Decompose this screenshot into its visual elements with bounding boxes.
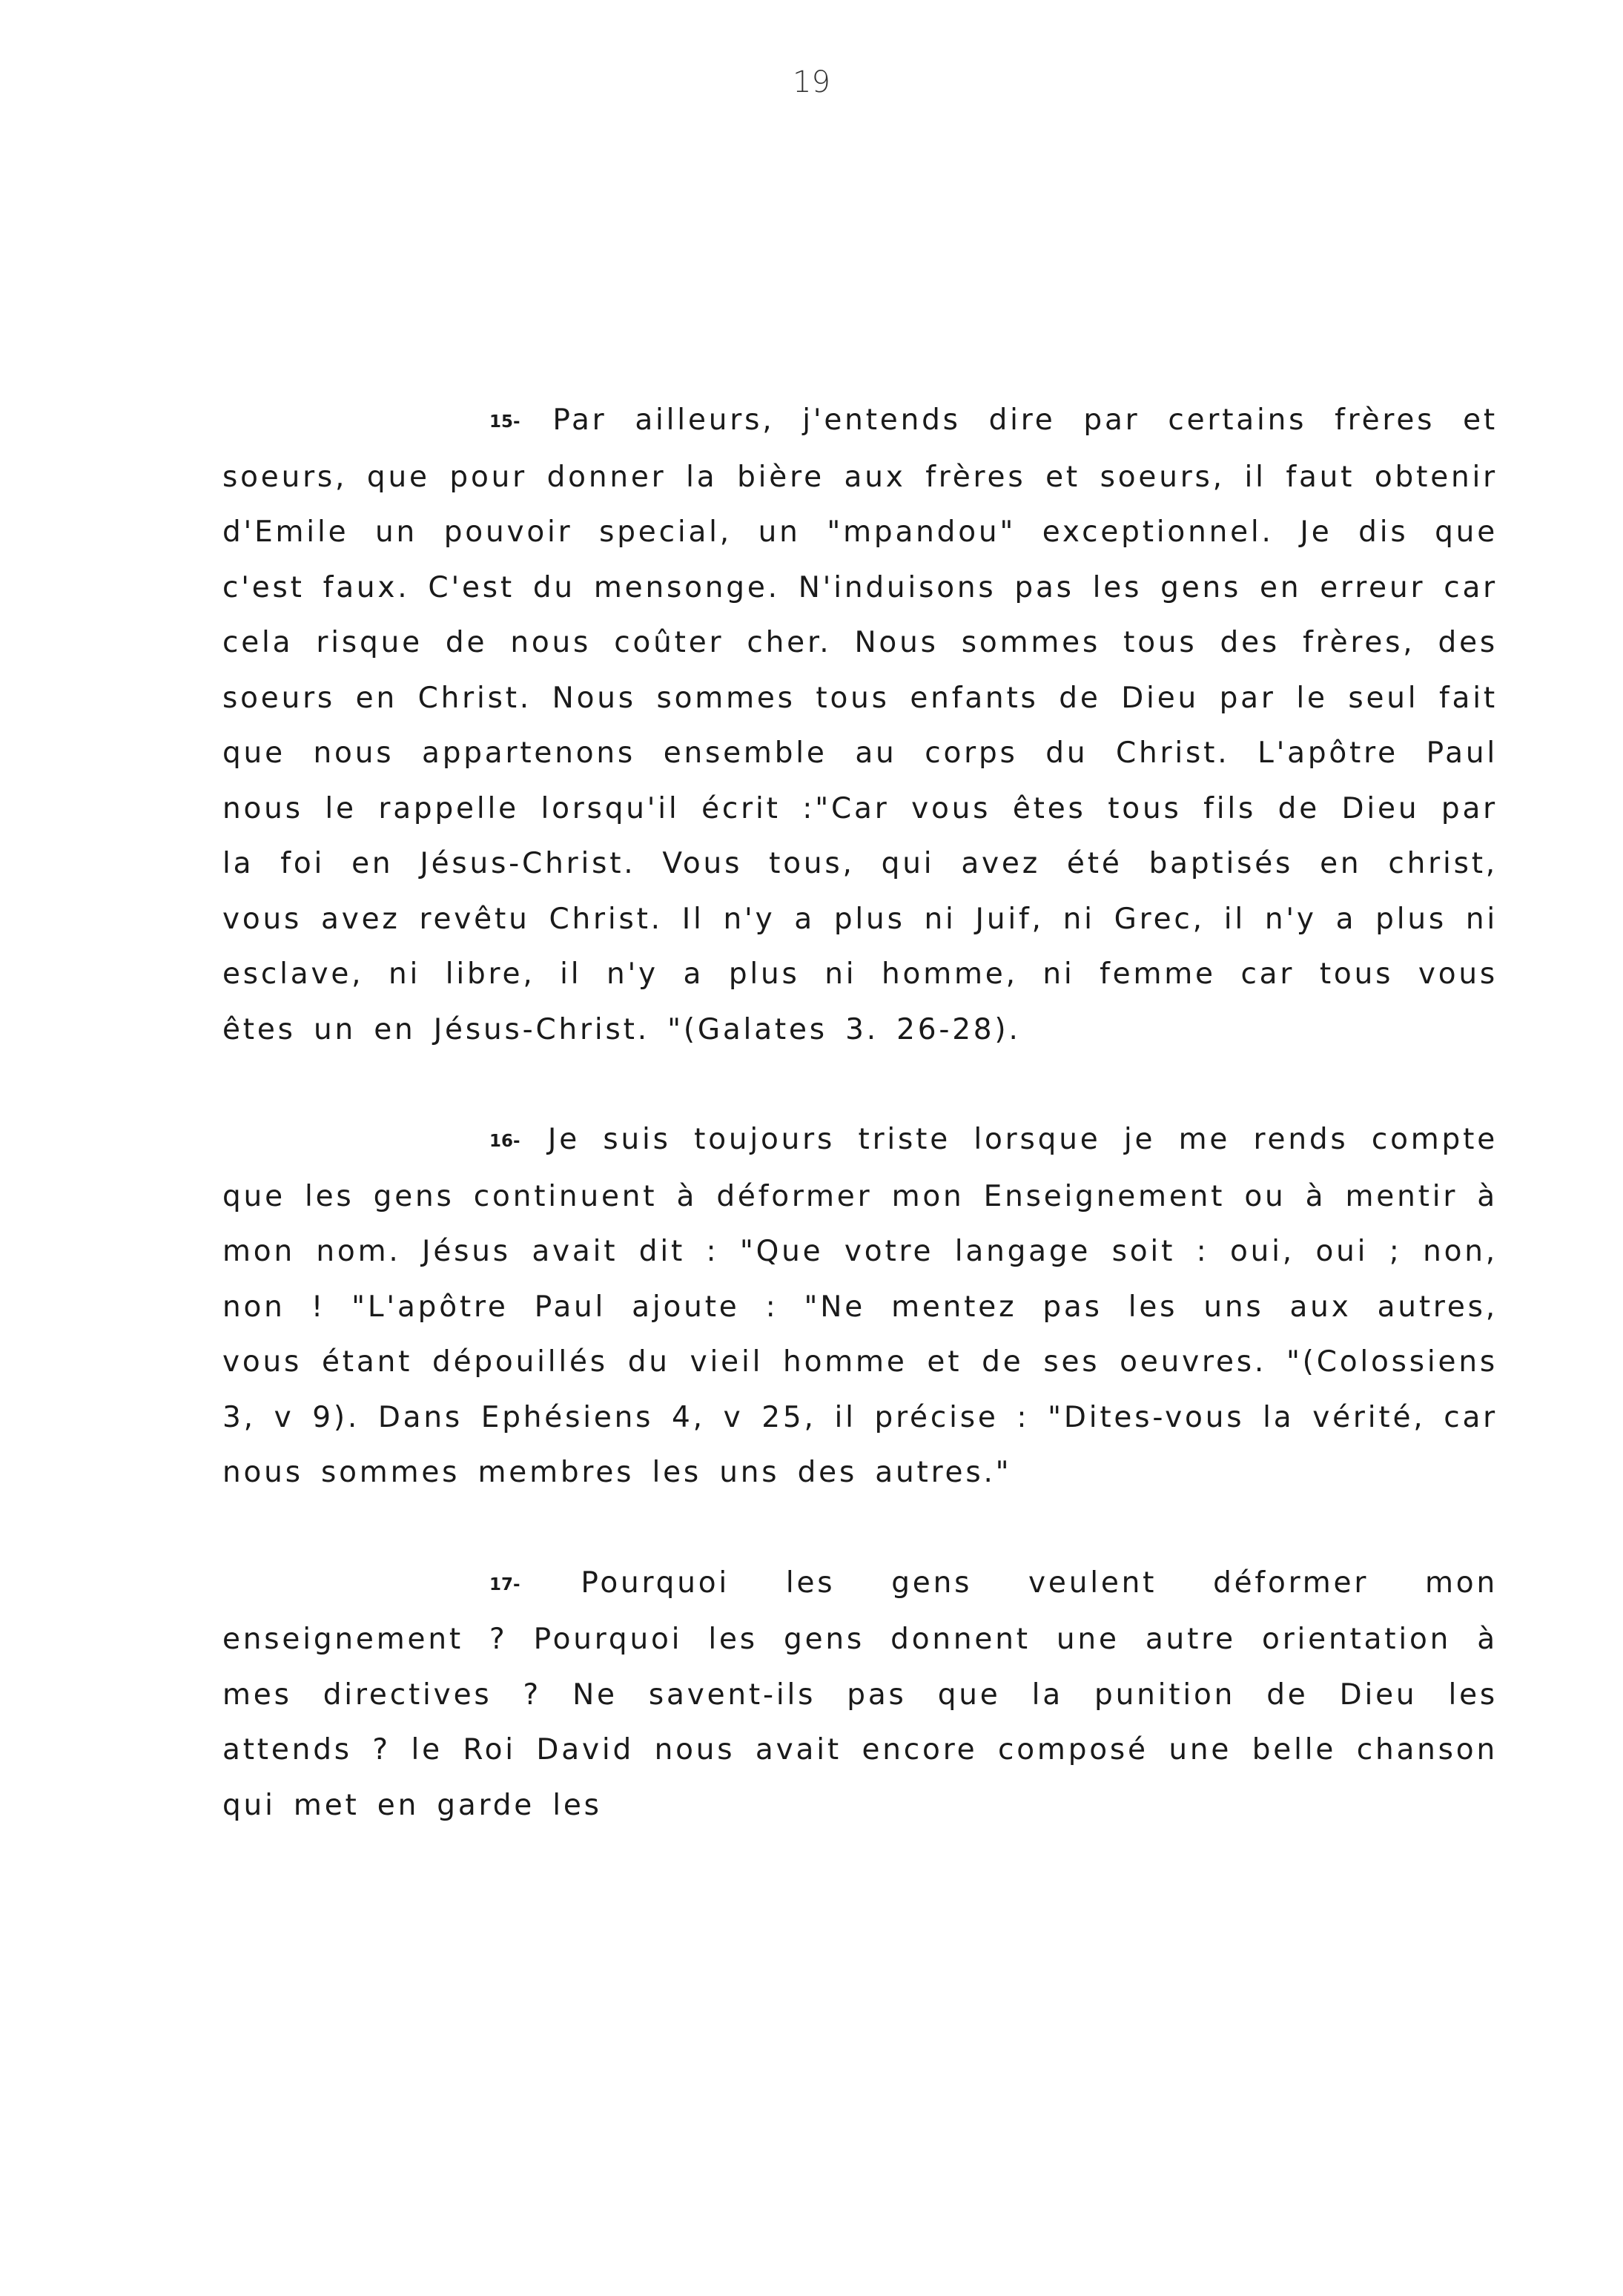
page-number: 19: [793, 65, 830, 99]
paragraph-text: Pourquoi les gens veulent déformer mon enseignement ? Pourquoi les gens donnent une autre orientation à mes directives ? Ne savent-ils pas que la punition de Dieu les attends ? le Roi David nous avait encore composé une belle chanson qui met en garde les: [222, 1566, 1498, 1822]
paragraph-number: 16-: [489, 1132, 520, 1151]
paragraph-number: 15-: [489, 412, 520, 432]
paragraph-text: Je suis toujours triste lorsque je me rends compte que les gens continuent à déformer mon Enseignement ou à mentir à mon nom. Jésus avait dit : "Que votre langage soit : oui, oui ; non, non ! "L'apôtre Paul ajoute : "Ne mentez pas les uns aux autres, vous étant dépouillés du vieil homme et de ses oeuvres. "(Colossiens 3, v 9). Dans Ephésiens 4, v 25, il précise : "Dites-vous la vérité, car nous sommes membres les uns des autres.": [222, 1123, 1498, 1489]
paragraph-number: 17-: [489, 1574, 520, 1594]
body-text: [222, 393, 1498, 1833]
paragraph-17: [222, 1556, 1498, 1834]
paragraph-text: Par ailleurs, j'entends dire par certains frères et soeurs, que pour donner la bière aux frères et soeurs, il faut obtenir d'Emile un pouvoir special, un "mpandou" exceptionnel. Je dis que c'est faux. C'est du mensonge. N'induisons pas les gens en erreur car cela risque de nous coûter cher. Nous sommes tous des frères, des soeurs en Christ. Nous sommes tous enfants de Dieu par le seul fait que nous appartenons ensemble au corps du Christ. L'apôtre Paul nous le rappelle lorsqu'il écrit :"Car vous êtes tous fils de Dieu par la foi en Jésus-Christ. Vous tous, qui avez été baptisés en christ, vous avez revêtu Christ. Il n'y a plus ni Juif, ni Grec, il n'y a plus ni esclave, ni libre, il n'y a plus ni homme, ni femme car tous vous êtes un en Jésus-Christ. "(Galates 3. 26-28).: [222, 403, 1498, 1046]
paragraph-16: [222, 1112, 1498, 1501]
paragraph-15: [222, 393, 1498, 1058]
